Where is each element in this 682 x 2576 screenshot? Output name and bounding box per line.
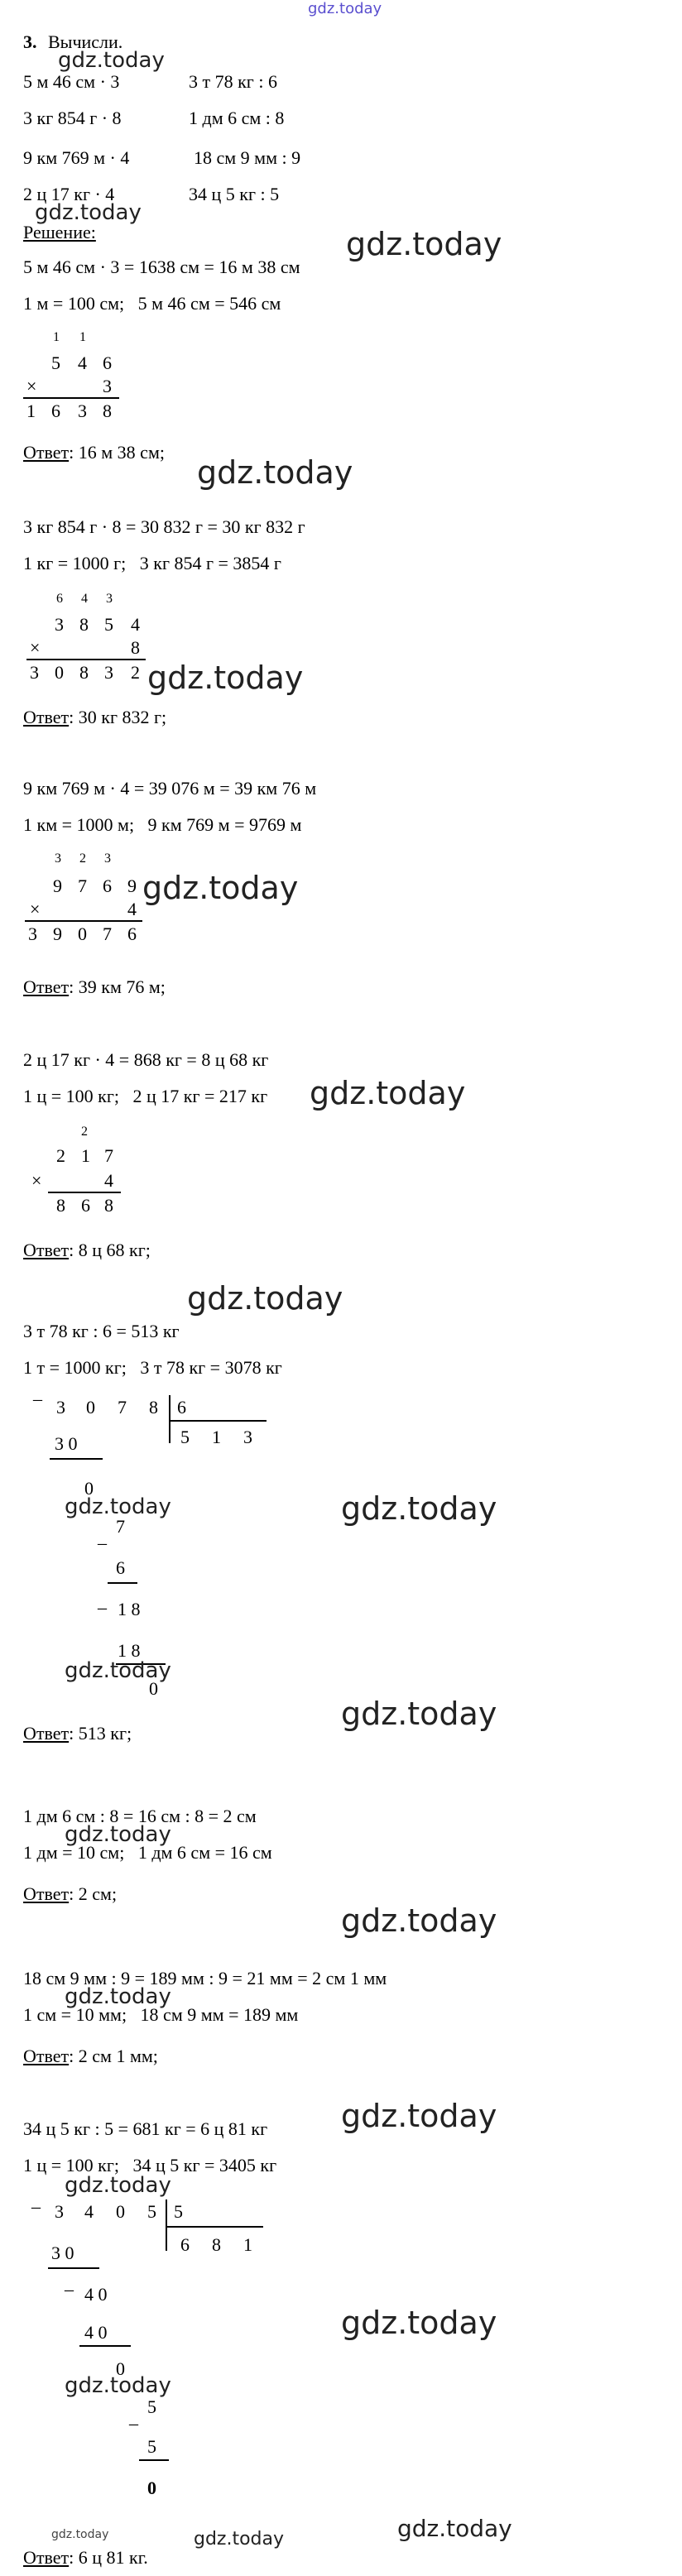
equation: 34 ц 5 кг : 5 = 681 кг = 6 ц 81 кг [23,2118,268,2139]
conversion: 1 км = 1000 м; 9 км 769 м = 9769 м [23,814,302,835]
step-digits: 3 0 [55,1433,78,1454]
digit: 8 [131,637,140,658]
digit: 5 [147,2201,156,2222]
watermark: gdz.today [65,2173,171,2198]
watermark: gdz.today [197,454,353,491]
answer: Ответ: 16 м 38 см; [23,442,165,463]
rule [79,2345,131,2347]
rule [25,920,142,922]
step-digits: 4 0 [84,2322,108,2343]
task-item: 9 км 769 м · 4 [23,147,130,168]
conversion: 1 ц = 100 кг; 34 ц 5 кг = 3405 кг [23,2155,277,2175]
digit: 1 [26,401,36,421]
conversion: 1 кг = 1000 г; 3 кг 854 г = 3854 г [23,553,281,573]
minus-sign: _ [129,2406,138,2427]
digit: 9 [53,923,62,944]
digit: 4 [78,353,87,373]
answer: Ответ: 30 кг 832 г; [23,707,167,727]
digit: 6 [103,875,112,896]
rule [48,1192,121,1193]
step-digits: 5 [147,2396,156,2417]
conversion: 1 т = 1000 кг; 3 т 78 кг = 3078 кг [23,1357,282,1378]
step-digits: 5 [147,2436,156,2457]
digit: 2 [131,662,140,683]
rule [170,1420,267,1422]
digit: 3 [55,614,64,635]
step-digits: 6 [116,1557,125,1578]
rule [23,397,119,399]
digit: 7 [104,1145,113,1166]
digit: 4 [127,899,137,919]
digit: 1 [212,1427,221,1447]
digit: 0 [55,662,64,683]
digit: 3 [243,1427,252,1447]
equation: 5 м 46 см · 3 = 1638 см = 16 м 38 см [23,257,300,277]
task-item: 5 м 46 см · 3 [23,71,120,92]
step-digits: 0 [149,1678,158,1699]
digit: 3 [55,2201,64,2222]
digit: 8 [104,1195,113,1216]
digit: 3 [104,662,113,683]
step-digits: 4 0 [84,2284,108,2305]
equation: 9 км 769 м · 4 = 39 076 м = 39 км 76 м [23,778,317,799]
digit: 3 [28,923,37,944]
digit: 3 [56,1397,65,1418]
watermark: gdz.today [341,2098,497,2134]
answer: Ответ: 513 кг; [23,1723,132,1744]
digit: 3 [30,662,39,683]
digit: 7 [103,923,112,944]
carry-digit: 3 [104,851,111,866]
digit: 5 [51,353,60,373]
equation: 3 кг 854 г · 8 = 30 832 г = 30 кг 832 г [23,516,305,537]
minus-sign: _ [33,1382,42,1403]
watermark: gdz.today [58,48,165,73]
conversion: 1 дм = 10 см; 1 дм 6 см = 16 см [23,1842,272,1863]
rule [108,1582,137,1584]
task-item: 2 ц 17 кг · 4 [23,184,115,204]
watermark: gdz.today [397,2515,512,2542]
watermark: gdz.today [65,1494,171,1519]
step-digits: 1 8 [118,1640,141,1661]
step-digits: 0 [116,2358,125,2379]
answer: Ответ: 8 ц 68 кг; [23,1240,151,1260]
task-number: 3. [23,31,37,52]
digit: 1 [81,1145,90,1166]
digit: 4 [131,614,140,635]
digit: 4 [84,2201,94,2222]
watermark: gdz.today [310,1075,466,1111]
digit: 8 [149,1397,158,1418]
digit: 1 [243,2234,252,2255]
answer: Ответ: 2 см; [23,1883,118,1904]
digit: 6 [127,923,137,944]
digit: 6 [103,353,112,373]
step-digits: 0 [84,1478,94,1499]
division-bar [166,2199,167,2251]
rule [48,2267,99,2269]
digit: 0 [116,2201,125,2222]
digit: 0 [86,1397,95,1418]
equation: 3 т 78 кг : 6 = 513 кг [23,1321,180,1341]
step-digits: 0 [147,2478,156,2498]
watermark: gdz.today [346,226,502,262]
digit: 7 [78,875,87,896]
watermark: gdz.today [341,1902,497,1939]
digit: 8 [103,401,112,421]
carry-digit: 3 [55,851,61,866]
rule [26,659,146,660]
watermark: gdz.today [187,1280,343,1317]
digit: 2 [56,1145,65,1166]
division-bar [169,1395,170,1443]
step-digits: 1 8 [118,1599,141,1619]
minus-sign: _ [98,1526,107,1547]
digit: 5 [180,1427,190,1447]
equation: 1 дм 6 см : 8 = 16 см : 8 = 2 см [23,1806,257,1826]
carry-digit: 2 [81,1125,88,1139]
task-item: 18 см 9 мм : 9 [194,147,301,168]
top-watermark: gdz.today [308,0,382,17]
task-item: 34 ц 5 кг : 5 [189,184,280,204]
watermark: gdz.today [147,660,304,696]
digit: 3 [103,376,112,396]
watermark: gdz.today [51,2528,109,2541]
carry-digit: 1 [79,330,86,344]
conversion: 1 ц = 100 кг; 2 ц 17 кг = 217 кг [23,1086,268,1106]
carry-digit: 2 [79,851,86,866]
divisor: 5 [174,2201,183,2222]
carry-digit: 1 [53,330,60,344]
solution-label: Решение: [23,222,96,242]
watermark: gdz.today [65,2373,171,2398]
step-digits: 7 [116,1516,125,1537]
digit: 9 [53,875,62,896]
rule [167,2226,263,2228]
conversion: 1 м = 100 см; 5 м 46 см = 546 см [23,293,281,314]
rule [139,2459,169,2461]
digit: 6 [180,2234,190,2255]
digit: 8 [212,2234,221,2255]
answer: Ответ: 39 км 76 м; [23,976,166,997]
task-item: 3 кг 854 г · 8 [23,108,122,128]
watermark: gdz.today [65,1658,171,1683]
minus-sign: _ [98,1590,107,1611]
digit: 7 [118,1397,127,1418]
divisor: 6 [177,1397,186,1418]
task-item: 1 дм 6 см : 8 [189,108,285,128]
equation: 2 ц 17 кг · 4 = 868 кг = 8 ц 68 кг [23,1049,269,1070]
watermark: gdz.today [194,2529,285,2550]
watermark: gdz.today [341,1490,497,1527]
digit: 8 [79,662,89,683]
multiply-sign: × [31,1170,42,1191]
carry-digit: 3 [106,592,113,606]
multiply-sign: × [30,899,41,919]
multiply-sign: × [30,637,41,658]
digit: 6 [51,401,60,421]
digit: 8 [79,614,89,635]
answer: Ответ: 6 ц 81 кг. [23,2547,148,2568]
minus-sign: _ [31,2190,41,2210]
conversion: 1 см = 10 мм; 18 см 9 мм = 189 мм [23,2004,299,2025]
digit: 4 [104,1170,113,1191]
multiply-sign: × [26,376,37,396]
watermark: gdz.today [341,1696,497,1732]
digit: 5 [104,614,113,635]
equation: 18 см 9 мм : 9 = 189 мм : 9 = 21 мм = 2 см 1 мм [23,1968,387,1988]
digit: 6 [81,1195,90,1216]
task-title: Вычисли. [48,31,123,52]
carry-digit: 4 [81,592,88,606]
watermark: gdz.today [35,200,142,225]
answer: Ответ: 2 см 1 мм; [23,2046,158,2066]
watermark: gdz.today [65,1984,171,2009]
digit: 0 [78,923,87,944]
carry-digit: 6 [56,592,63,606]
digit: 8 [56,1195,65,1216]
step-digits: 3 0 [51,2243,74,2263]
rule [50,1458,103,1460]
task-item: 3 т 78 кг : 6 [189,71,277,92]
digit: 9 [127,875,137,896]
watermark: gdz.today [65,1822,171,1847]
watermark: gdz.today [142,870,299,906]
watermark: gdz.today [341,2305,497,2341]
minus-sign: _ [65,2272,74,2293]
digit: 3 [78,401,87,421]
